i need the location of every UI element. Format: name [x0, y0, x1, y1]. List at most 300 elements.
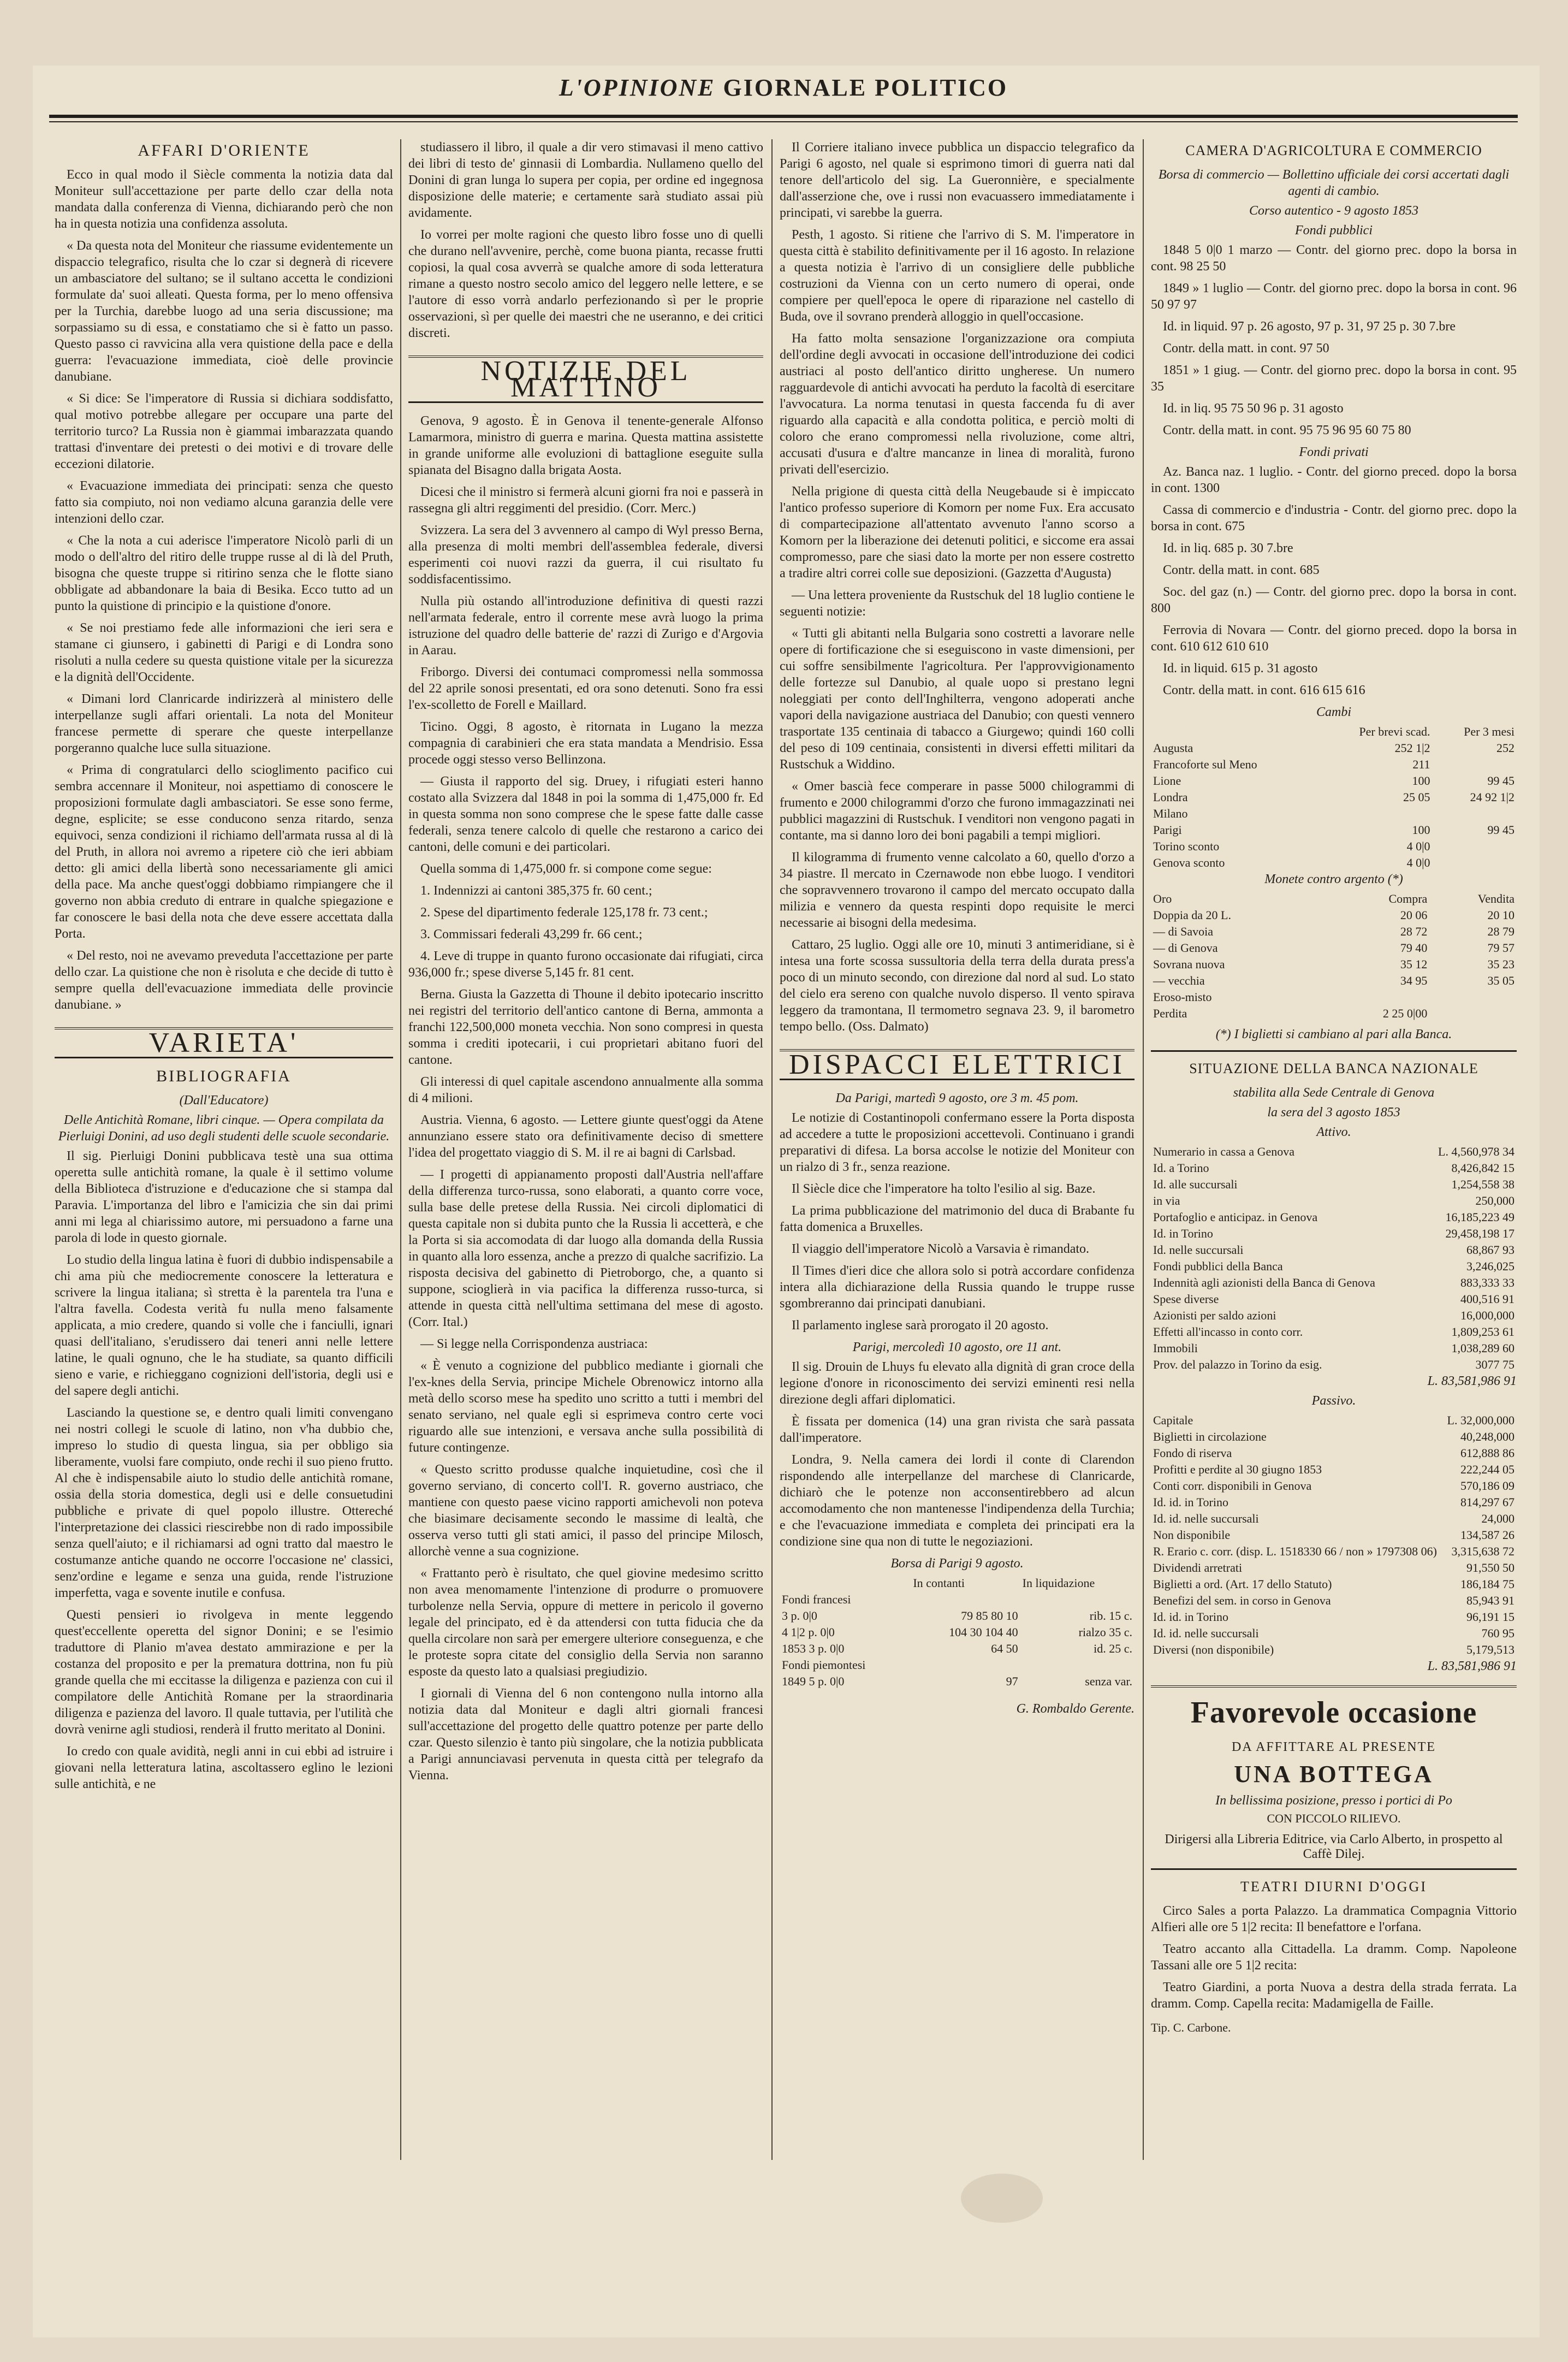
table-cell: 100	[1412, 823, 1430, 837]
table-row	[1151, 1429, 1517, 1445]
table-cell: Id. id. nelle succursali	[1153, 1512, 1259, 1525]
table-cell: 612,888 86	[1460, 1446, 1514, 1460]
table-row	[1151, 756, 1517, 773]
table-row	[1151, 1609, 1517, 1625]
table-row	[780, 1624, 1135, 1641]
table-row	[1151, 956, 1517, 973]
table-cell: 3,315,638 72	[1451, 1544, 1514, 1558]
paragraph: Id. in liquid. 615 p. 31 agosto	[1163, 661, 1318, 676]
table-row	[780, 1657, 1135, 1673]
table-cell: — vecchia	[1153, 974, 1205, 987]
fondi-pubblici-list	[1151, 242, 1517, 439]
table-cell: Londra	[1153, 790, 1188, 804]
dateline: Parigi, mercoledì 10 agosto, ore 11 ant.	[852, 1340, 1062, 1354]
cambi-table	[1151, 724, 1517, 871]
table-row	[1151, 1445, 1517, 1461]
table-cell: Conti corr. disponibili in Genova	[1153, 1479, 1312, 1493]
paragraph: Nulla più ostando all'introduzione definitiva di questi razzi nell'armata federale, entro il corrente mese avrà luogo la prima istruzione del quadro delle batterie de' razzi di Zurigo e d'Argovia in Aarau.	[408, 594, 763, 658]
dateline: Da Parigi, martedì 9 agosto, ore 3 m. 45 pom.	[835, 1091, 1079, 1105]
table-cell: L. 32,000,000	[1447, 1413, 1514, 1427]
table-cell	[911, 1657, 1020, 1673]
article-news	[780, 139, 1135, 1035]
paragraph: — Una lettera proveniente da Rustschuk del 18 luglio contiene le seguenti notizie:	[780, 588, 1135, 619]
table-row	[1151, 1593, 1517, 1609]
table-row	[1151, 1005, 1517, 1022]
paragraph: Dicesi che il ministro si fermerà alcuni giorni fra noi e passerà in rassegna gli altri reggimenti del presidio. (Corr. Merc.)	[408, 485, 763, 516]
paragraph: Contr. della matt. in cont. 685	[1163, 563, 1320, 577]
article-affari-oriente	[55, 167, 393, 1013]
table-cell: 211	[1412, 757, 1430, 771]
table-cell: 1,038,289 60	[1451, 1341, 1514, 1355]
borsa-table	[780, 1575, 1135, 1690]
ad-affittare: DA AFFITTARE AL PRESENTE	[1232, 1740, 1436, 1754]
paragraph: 2. Spese del dipartimento federale 125,178 fr. 73 cent.;	[420, 905, 708, 920]
paragraph: Az. Banca naz. 1 luglio. - Contr. del giorno preced. dopo la borsa in cont. 1300	[1151, 465, 1517, 495]
table-header: Per brevi scad.	[1359, 725, 1430, 738]
paragraph: Il parlamento inglese sarà prorogato il 20 agosto.	[792, 1318, 1049, 1333]
fondi-privati-list	[1151, 464, 1517, 698]
table-cell	[1020, 1591, 1135, 1608]
table-cell: 4 1|2 p. 0|0	[782, 1625, 835, 1639]
table-cell: Perdita	[1153, 1007, 1187, 1020]
table-cell: 1853 3 p. 0|0	[782, 1642, 845, 1655]
table-row	[1151, 1461, 1517, 1478]
paragraph: — Si legge nella Corrispondenza austriaca:	[420, 1337, 648, 1351]
table-row	[1151, 907, 1517, 924]
paragraph: Friborgo. Diversi dei contumaci compromessi nella sommossa del 22 aprile sonosi presentati, ed ora sono detenuti. Sono fra essi l'ex-scolletto de Forell e Maillard.	[408, 665, 763, 712]
table-cell: 25 05	[1403, 790, 1430, 804]
table-cell: Fondi piemontesi	[782, 1658, 866, 1672]
section-heading-bibliografia: BIBLIOGRAFIA	[156, 1067, 292, 1085]
table-cell: Id. id. in Torino	[1153, 1495, 1228, 1509]
table-cell: 99 45	[1487, 823, 1514, 837]
paragraph: Teatro Giardini, a porta Nuova a destra della strada ferrata. La dramm. Comp. Capella recita: Madamigella de Faille.	[1151, 1980, 1517, 2011]
table-row	[1151, 1144, 1517, 1160]
table-cell: R. Erario c. corr. (disp. L. 1518330 66 / non » 1797308 06)	[1153, 1544, 1437, 1558]
paragraph: Il Siècle dice che l'imperatore ha tolto l'esilio al sig. Baze.	[792, 1182, 1096, 1196]
paragraph: Le notizie di Costantinopoli confermano essere la Porta disposta ad accedere a tutte le proposizioni accettevoli. Continuano i grandi preparativi di difesa. La borsa accolse le notizie del Moniteur con un rialzo di 3 fr., senza reazione.	[780, 1111, 1135, 1174]
table-cell: 3 p. 0|0	[782, 1609, 817, 1623]
table-cell: 35 23	[1487, 957, 1514, 971]
table-cell: Genova sconto	[1153, 856, 1225, 869]
paragraph: 1849 » 1 luglio — Contr. del giorno prec. dopo la borsa in cont. 96 50 97 97	[1151, 281, 1517, 312]
table-cell: 79 40	[1400, 941, 1428, 955]
table-cell: Indennità agli azionisti della Banca di Genova	[1153, 1276, 1375, 1289]
table-cell: 4 0|0	[1406, 839, 1430, 853]
paragraph: 1. Indennizzi ai cantoni 385,375 fr. 60 cent.;	[420, 884, 652, 898]
table-cell: Azionisti per saldo azioni	[1153, 1309, 1276, 1322]
paragraph: « Frattanto però è risultato, che quel giovine medesimo scritto non avea menomamente l'intenzione di produrre o promuovere turbolenze nella Servia, oppure di mettere in pericolo il governo legale del principato, ed è da attendersi con tutta fiducia che da quella circolare non sarà per emergere ulteriore conseguenza, e che le proteste sopra citate del consiglio della Servia non saranno esposte da questo lato a qualsiasi pregiudizio.	[408, 1566, 763, 1679]
table-cell: id. 25 c.	[1094, 1642, 1132, 1655]
table-cell: 760 95	[1481, 1626, 1514, 1640]
table-cell: 252 1|2	[1394, 741, 1430, 755]
paragraph: Lasciando la questione se, e dentro quali limiti convengano nei nostri collegi le scuole di latino, non v'ha dubbio che, impreso lo studio di questa lingua, sia per obbligo sia liberamente, vuolsi fare compiuto, onde rechi il suo pieno frutto. Al che è indispensabile aiuto lo studio delle antichità romane, ossia della storia domestica, degli usi e delle consuetudini pubbliche e private di quel popolo illustre. Ottereché l'interpretazione dei classici riescirebbe non di rado impossibile senza quell'aiuto; e il richiamarsi ad ogni tratto dal maestro le costumanze antiche quando ne occorre l'occasione ne' classici, senz'ordine e legame e senza una guida, rende l'istruzione imperfetta, vaga e sovente inutile e confusa.	[55, 1406, 393, 1600]
paragraph: Pesth, 1 agosto. Si ritiene che l'arrivo di S. M. l'imperatore in questa città è stabilito definitivamente per il 16 agosto. In relazione a questa notizia è l'arrivo di un consigliere delle pubbliche costruzioni da Vienna con un certo numero di operai, onde compiere per quell'epoca le opere di riparazione nel castello di Buda, ove il sovrano prenderà alloggio in quell'occasione.	[780, 228, 1135, 324]
paragraph: È fissata per domenica (14) una gran rivista che sarà passata dall'imperatore.	[780, 1414, 1135, 1445]
paragraph: Questi pensieri io rivolgeva in mente leggendo quest'eccellente operetta del signor Donini; e se l'esimio traduttore di Planio m'avea destato ammirazione e per la costanza del proposito e per la prematura dottrina, non fu più grande quella che mi eccitasse la diligenza e pazienza con cui il compilatore delle Antichità Romane per la straordinaria diligenza e pazienza del lavoro. Il quale tuttavia, per l'utilità che dovrà venirne agli studiosi, renderà il frutto meritato al Donini.	[55, 1608, 393, 1737]
table-cell: Portafoglio e anticipaz. in Genova	[1153, 1210, 1318, 1224]
biglietti-note: (*) I biglietti si cambiano al pari alla Banca.	[1215, 1027, 1452, 1041]
table-cell: 252	[1496, 741, 1514, 755]
table-row	[1151, 1176, 1517, 1193]
paragraph: Ticino. Oggi, 8 agosto, è ritornata in Lugano la mezza compagnia di carabinieri che era stata mandata a Mendrisio. Essa procede oggi stesso verso Bellinzona.	[408, 720, 763, 767]
table-cell: 883,333 33	[1460, 1276, 1514, 1289]
table-cell: 100	[1412, 774, 1430, 788]
table-cell: 16,000,000	[1460, 1309, 1514, 1322]
table-cell: rialzo 35 c.	[1078, 1625, 1132, 1639]
table-row	[1151, 806, 1517, 822]
table-cell: Prov. del palazzo in Torino da esig.	[1153, 1358, 1322, 1371]
table-row	[780, 1641, 1135, 1657]
table-cell: 16,185,223 49	[1445, 1210, 1514, 1224]
table-row	[1151, 1494, 1517, 1511]
paragraph: « Prima di congratularci dello scioglimento pacifico cui sembra accennare il Moniteur, noi aspettiamo di conoscere le proposizioni formulate dagli ambasciatori. Se esse sono ferme, degne, esplicite; se esse conducono senza ritardo, senza equivoci, senza condizioni il richiamo dell'armata russa al di là del Pruth, in allora noi avremo a ripetere ciò che ieri abbiam detto: gli amici della libertà sono necessariamente gli amici della pace. Ma anche quest'oggi dobbiamo rimpiangere che il governo non abbia creduto di entrare in qualche spiegazione e far conoscere le basi della nota che deve essere accettata dalla Porta.	[55, 763, 393, 941]
table-header: Compra	[1388, 892, 1428, 905]
table-header: Vendita	[1477, 892, 1514, 905]
passivo-table	[1151, 1412, 1517, 1658]
paragraph: « Tutti gli abitanti nella Bulgaria sono costretti a lavorare nelle opere di fortificazione che si eseguiscono in vaste dimensioni, per cui soffre sensibilmente l'agricoltura. Per l'approvvigionamento delle fortezze sul Danubio, al quale uopo si prestano legni noleggiati per conto dell'Inghilterra, vengono adoperati anche vapori della navigazione austriaca del Danubio; con questi vennero trasportate 135 centinaia di tabacco a Giurgewo; quindi 160 colli del peso di 109 centinaia, consistenti in diversi effetti militari da Rustschuk a Widdino.	[780, 626, 1135, 772]
table-cell	[1429, 989, 1517, 1005]
passivo-heading: Passivo.	[1311, 1394, 1356, 1408]
paragraph: I giornali di Vienna del 6 non contengono nulla intorno alla notizia data dal Moniteur e dagli altri giornali francesi sull'accettazione del progetto delle quattro potenze per parte dello czar. Questo silenzio è tanto più singolare, che la notizia pubblicata a Parigi annunciavasi pervenuta in questa città per telegrafo da Vienna.	[408, 1686, 763, 1783]
table-cell	[1317, 806, 1432, 822]
table-cell: 29,458,198 17	[1445, 1227, 1514, 1240]
table-cell: Id. id. in Torino	[1153, 1610, 1228, 1624]
table-cell: — di Savoia	[1153, 925, 1213, 938]
paragraph: « Omer bascià fece comperare in passe 5000 chilogrammi di frumento e 2000 chilogrammi d'orzo che furono immagazzinati nei pubblici magazzini di Rustschuk. I venditori non vengono pagati in contante, ma si danno loro dei boni pagabili a tempi migliori.	[780, 779, 1135, 843]
paragraph: Id. in liquid. 97 p. 26 agosto, 97 p. 31, 97 25 p. 30 7.bre	[1163, 319, 1456, 334]
teatri-section	[1151, 1868, 1517, 2036]
paragraph: Id. in liq. 685 p. 30 7.bre	[1163, 541, 1293, 555]
column-divider	[1143, 139, 1144, 2160]
table-row	[1151, 1242, 1517, 1258]
table-row	[1151, 1576, 1517, 1593]
table-cell: 250,000	[1475, 1194, 1514, 1207]
table-row	[1151, 1226, 1517, 1242]
article-dispacci-1	[780, 1110, 1135, 1334]
table-row	[1151, 1478, 1517, 1494]
table-cell: Biglietti in circolazione	[1153, 1430, 1267, 1443]
article-dispacci-2	[780, 1359, 1135, 1550]
paragraph: La prima pubblicazione del matrimonio del duca di Brabante fu fatta domenica a Bruxelles.	[780, 1204, 1135, 1234]
table-cell	[1433, 806, 1517, 822]
table-cell: 400,516 91	[1460, 1292, 1514, 1306]
table-row	[1151, 1193, 1517, 1209]
table-row	[1151, 1560, 1517, 1576]
paragraph: « Questo scritto produsse qualche inquietudine, così che il governo serviano, di concerto coll'I. R. governo austriaco, che mantiene con questo paese vicino rapporti amichevoli non poteva che biasimare decisamente secondo le massime di lealtà, che osserva verso tutti gli stati amici, il passo del principe Milosch, allorchè venne a sua cognizione.	[408, 1463, 763, 1559]
table-cell: Effetti all'incasso in conto corr.	[1153, 1325, 1303, 1339]
table-cell: 68,867 93	[1466, 1243, 1514, 1257]
paragraph: Il viaggio dell'imperatore Nicolò a Varsavia è rimandato.	[792, 1242, 1090, 1256]
table-cell: 1,254,558 38	[1451, 1177, 1514, 1191]
paragraph: « Si dice: Se l'imperatore di Russia si dichiara soddisfatto, qual motivo potrebbe allegare per occupare una parte del territorio turco? La Russia non è giammai imbarazzata quando trattasi d'inventare dei pretesti o dei motivi e di trovare delle eccezioni dilatorie.	[55, 392, 393, 471]
paragraph: Lo studio della lingua latina è fuori di dubbio indispensabile a chi ama più che mediocremente conoscere la letteratura e scrivere la lingua italiana; sì stretta è la parentela tra l'una e l'altra favella. Codesta verità fu nulla meno falsamente applicata, a mio credere, quando si volle che i fanciulli, ignari quasi dell'italiano, s'erudissero dai teneri anni nelle lettere latine, le quali ognuno, che le ha studiate, sa quanto difficili sieno e varie, e richieggano cognizioni dell'istoria, degli usi e del sapere degli antichi.	[55, 1253, 393, 1398]
paragraph: Il sig. Drouin de Lhuys fu elevato alla dignità di gran croce della legione d'onore in riconoscimento dei servizi eminenti resi nella direzione degli affari diplomatici.	[780, 1360, 1135, 1407]
table-header: In liquidazione	[1022, 1576, 1095, 1590]
table-cell: 24,000	[1481, 1512, 1514, 1525]
bollettino: Borsa di commercio — Bollettino ufficiale dei corsi accertati dagli agenti di cambio.	[1158, 168, 1510, 198]
paragraph: « Se noi prestiamo fede alle informazioni che ieri sera e stamane ci giunsero, i gabinetti di Parigi e di Londra sono risoluti a nulla cedere su questa quistione vitale per la sicurezza e la dignità dell'Occidente.	[55, 621, 393, 684]
masthead-title: GIORNALE POLITICO	[723, 74, 1008, 101]
table-cell: Francoforte sul Meno	[1153, 757, 1257, 771]
table-cell: Parigi	[1153, 823, 1182, 837]
paragraph: Il kilogramma di frumento venne calcolato a 60, quello d'orzo a 34 piastre. Il mercato in Czernawode non ebbe luogo. I venditori che sopravvennero trovarono il campo del mercato occupato dalla milizia e vennero da questa respinti dopo requisite le merci necessarie ai bisogni della medesima.	[780, 850, 1135, 930]
table-cell: 1849 5 p. 0|0	[782, 1674, 845, 1688]
ad-position: In bellissima posizione, presso i portici di Po	[1215, 1793, 1452, 1808]
table-row	[1151, 1642, 1517, 1658]
paragraph: Cattaro, 25 luglio. Oggi alle ore 10, minuti 3 antimeridiane, si è intesa una forte scossa sussultoria della terra della durata press'a poco di un minuto secondo, con direzione dal nord al sud. Lo stato del cielo era sereno con qualche nuvolo disperso. Il vento spirava leggero da tramontana, Il termometro segnava 23. 9, il barometro tempo bello. (Oss. Dalmato)	[780, 938, 1135, 1034]
paragraph: Contr. della matt. in cont. 97 50	[1163, 341, 1329, 356]
table-cell: 28 79	[1487, 925, 1514, 938]
table-cell: 64 50	[991, 1642, 1018, 1655]
passivo-total: L. 83,581,986 91	[1427, 1659, 1517, 1673]
table-cell: senza var.	[1085, 1674, 1132, 1688]
table-cell: Eroso-misto	[1153, 990, 1212, 1004]
section-heading: AFFARI D'ORIENTE	[138, 141, 310, 159]
attivo-total: L. 83,581,986 91	[1427, 1374, 1517, 1388]
paragraph: « Del resto, noi ne avevamo preveduta l'accettazione per parte dello czar. La quistione che non è risoluta e che decide di tutto è sempre quella dell'evacuazione immediata delle provincie danubiane. »	[55, 949, 393, 1012]
banca-heading: SITUAZIONE DELLA BANCA NAZIONALE	[1189, 1061, 1478, 1076]
table-cell: L. 4,560,978 34	[1438, 1145, 1514, 1158]
table-cell: 222,244 05	[1460, 1463, 1514, 1476]
table-cell: Benefizi del sem. in corso in Genova	[1153, 1594, 1331, 1607]
column-2	[408, 139, 763, 2318]
masthead-rule-thin	[49, 121, 1518, 122]
paragraph: Quella somma di 1,475,000 fr. si compone come segue:	[420, 862, 712, 876]
column-1	[55, 139, 393, 2318]
table-cell: Id. alle succursali	[1153, 1177, 1238, 1191]
section-heading-notizie: NOTIZIE DEL MATTINO	[408, 356, 763, 403]
paragraph: Austria. Vienna, 6 agosto. — Lettere giunte quest'oggi da Atene annunziano essere stato ora definitivamente deciso di smettere l'idea del progettato viaggio di S. M. il re ai bagni di Carlsbad.	[408, 1113, 763, 1160]
table-cell: 2 25 0|00	[1382, 1007, 1428, 1020]
table-row	[1151, 740, 1517, 756]
paragraph: Genova, 9 agosto. È in Genova il tenente-generale Alfonso Lamarmora, ministro di guerra e marina. Questa mattina assistette in grande uniforme alle evoluzioni di battaglione eseguite sulla spianata del Bisagno dalla brigata Aosta.	[408, 414, 763, 477]
paragraph: Cassa di commercio e d'industria - Contr. del giorno prec. dopo la borsa in cont. 675	[1151, 503, 1517, 534]
column-divider	[771, 139, 773, 2160]
table-cell: Spese diverse	[1153, 1292, 1219, 1306]
ad-rilievo: CON PICCOLO RILIEVO.	[1267, 1812, 1401, 1825]
table-cell: 96,191 15	[1466, 1610, 1514, 1624]
table-cell: 79 85 80 10	[961, 1609, 1018, 1623]
paragraph: 3. Commissari federali 43,299 fr. 66 cent.;	[420, 927, 643, 942]
chamber-heading: CAMERA D'AGRICOLTURA E COMMERCIO	[1185, 143, 1482, 158]
paragraph: Il Corriere italiano invece pubblica un dispaccio telegrafico da Parigi 6 agosto, nel quale si esprimono timori di guerra nati dal tenore dell'articolo del sig. La Gueronnière, e specialmente dall'asserzione che, ove i russi non evacuassero immediatamente i principati, vi sarebbe la guerra.	[780, 140, 1135, 220]
table-row	[780, 1673, 1135, 1690]
section-heading-dispacci: DISPACCI ELETTRICI	[780, 1049, 1135, 1080]
paragraph: Ecco in qual modo il Siècle commenta la notizia data dal Moniteur sull'accettazione per parte dello czar della nota mandata dalla conferenza di Vienna, dichiarando però che non ha in questa notizia una confidenza assoluta.	[55, 168, 393, 231]
table-cell	[1433, 756, 1517, 773]
table-row	[1151, 838, 1517, 855]
borsa-title: Borsa di Parigi 9 agosto.	[890, 1556, 1024, 1571]
fondi-pubblici-heading: Fondi pubblici	[1295, 223, 1373, 238]
table-row	[1151, 1511, 1517, 1527]
column-4	[1151, 139, 1517, 2318]
paragraph: Soc. del gaz (n.) — Contr. del giorno prec. dopo la borsa in cont. 800	[1151, 585, 1517, 615]
table-cell: 1,809,253 61	[1451, 1325, 1514, 1339]
paragraph: Contr. della matt. in cont. 616 615 616	[1163, 683, 1365, 697]
table-cell: 134,587 26	[1460, 1528, 1514, 1542]
table-row	[780, 1608, 1135, 1624]
table-row	[1151, 1291, 1517, 1307]
table-row	[1151, 1625, 1517, 1642]
masthead-rule	[49, 115, 1518, 118]
table-cell: Torino sconto	[1153, 839, 1220, 853]
paragraph: Nella prigione di questa città della Neugebaude si è impiccato l'antico professo superiore di Komorn per nome Fux. Era accusato di compartecipazione all'attentato avvenuto l'anno scorso a Komorn per la liberazione dei detenuti politici, e siccome era assai compromesso, pare che siasi dato la morte per non essere costretto a tradire altri correi colle sue deposizioni. (Gazzetta d'Augusta)	[780, 484, 1135, 581]
table-cell: Lione	[1153, 774, 1181, 788]
table-cell: Biglietti a ord. (Art. 17 dello Statuto)	[1153, 1577, 1332, 1591]
ad-bottega: UNA BOTTEGA	[1234, 1761, 1434, 1787]
table-cell: 79 57	[1487, 941, 1514, 955]
table-cell: rib. 15 c.	[1089, 1609, 1132, 1623]
table-row	[1151, 1258, 1517, 1275]
paragraph: studiassero il libro, il quale a dir vero stimavasi il meno cattivo dei libri di testo de' ginnasii di Lombardia. Nullameno quello del Donini di gran lunga lo supera per copia, per ordine ed ingegnosa disposizione delle materie; e certamente sarà studiato assai più avidamente.	[408, 140, 763, 220]
table-cell: Sovrana nuova	[1153, 957, 1225, 971]
paragraph: Id. in liq. 95 75 50 96 p. 31 agosto	[1163, 401, 1344, 416]
table-row	[1151, 940, 1517, 956]
table-cell: in via	[1153, 1194, 1180, 1207]
table-cell	[1429, 1005, 1517, 1022]
monete-heading: Monete contro argento (*)	[1264, 872, 1403, 886]
article-bibliografia	[55, 1148, 393, 1792]
ad-title: Favorevole occasione	[1190, 1696, 1477, 1730]
table-cell: 35 05	[1487, 974, 1514, 987]
table-row	[1151, 1307, 1517, 1324]
monete-table	[1151, 891, 1517, 1022]
fondi-privati-heading: Fondi privati	[1299, 445, 1369, 459]
table-header-row	[1151, 724, 1517, 740]
table-cell: 3077 75	[1475, 1358, 1514, 1371]
table-cell	[1020, 1657, 1135, 1673]
section-heading-varieta: VARIETA'	[55, 1027, 393, 1058]
table-row	[1151, 1340, 1517, 1357]
table-cell: Non disponibile	[1153, 1528, 1231, 1542]
table-row	[1151, 789, 1517, 806]
table-row	[780, 1591, 1135, 1608]
table-row	[1151, 1357, 1517, 1373]
table-row	[1151, 855, 1517, 871]
table-header: Oro	[1153, 892, 1172, 905]
paragraph: Svizzera. La sera del 3 avvennero al campo di Wyl presso Berna, alla presenza di molti membri dell'assemblea federale, diversi esperimenti coi nuovi razzi da guerra, il cui risultato fu soddisfacentissimo.	[408, 523, 763, 587]
article-continuation	[408, 139, 763, 341]
table-header	[1151, 724, 1317, 740]
paragraph: « Da questa nota del Moniteur che riassume evidentemente un dispaccio telegrafico, risulta che lo czar si degnerà di ricevere un ambasciatore del sultano; se il sultano accetta le condizioni formulate da' suoi alleati. Questa forma, per lo meno offensiva per la Turchia, darebbe luogo ad una seria discussione; ma sorpassiamo su di essa, e constatiamo che si è fatto un passo. Questo passo ci ravvicina alla vera quistione della pace e della guerra: l'evacuazione immediata, cioè delle provincie danubiane.	[55, 239, 393, 384]
table-cell: 814,297 67	[1460, 1495, 1514, 1509]
paragraph: 1848 5 0|0 1 marzo — Contr. del giorno prec. dopo la borsa in cont. 98 25 50	[1151, 243, 1517, 274]
table-cell: 104 30 104 40	[949, 1625, 1018, 1639]
table-cell: 97	[1006, 1674, 1018, 1688]
table-cell: Immobili	[1153, 1341, 1198, 1355]
table-cell: 4 0|0	[1406, 856, 1430, 869]
table-cell: Doppia da 20 L.	[1153, 908, 1231, 922]
table-cell: Id. nelle succursali	[1153, 1243, 1244, 1257]
table-cell: 85,943 91	[1466, 1594, 1514, 1607]
gerente: G. Rombaldo Gerente.	[1016, 1702, 1135, 1716]
paragraph: 4. Leve di truppe in quanto furono occasionate dai rifugiati, circa 936,000 fr.; spese diverse 5,145 fr. 81 cent.	[408, 949, 763, 980]
paragraph: Io credo con quale avidità, negli anni in cui ebbi ad istruire i giovani nella letteratura latina, ascoltassero eglino le lezioni sulle antichità, e ne	[55, 1744, 393, 1791]
cambi-heading: Cambi	[1316, 705, 1351, 719]
table-cell: Fondi pubblici della Banca	[1153, 1259, 1283, 1273]
paragraph: Io vorrei per molte ragioni che questo libro fosse uno di quelli che durano nell'avvenire, perchè, come buona pianta, recasse frutti copiosi, la qual cosa avverrà se qualche amore di soda letteratura rimane a questo nostro secolo amico del leggero nelle lettere, e se l'autore di esso vorrà andarlo perfezionando sì per le proprie osservazioni, sì per quelle dei maestri che ne useranno, e dei critici discreti.	[408, 228, 763, 340]
ad-dirigersi: Dirigersi alla Libreria Editrice, via Carlo Alberto, in prospetto al Caffè Dilej.	[1165, 1832, 1503, 1861]
paragraph: Ferrovia di Novara — Contr. del giorno preced. dopo la borsa in cont. 610 612 610 610	[1151, 623, 1517, 654]
table-cell: 34 95	[1400, 974, 1428, 987]
paragraph: Londra, 9. Nella camera dei lordi il conte di Clarendon rispondendo alle interpellanze del marchese di Clanricarde, dichiarò che le potenze non acconsentirebbero ad alcun accomodamento che non mantenesse l'indipendenza della Turchia; e che l'evacuazione immediata e completa dei principati era la condizione sine qua non di tutte le negoziazioni.	[780, 1453, 1135, 1549]
paragraph: Il Times d'ieri dice che allora solo si potrà accordare confidenza intera alla dichiarazione della Russia quando le truppe russe sgombreranno dai principati danubiani.	[780, 1264, 1135, 1311]
table-cell: 24 92 1|2	[1470, 790, 1514, 804]
paragraph: Contr. della matt. in cont. 95 75 96 95 60 75 80	[1163, 423, 1411, 437]
table-header: Per 3 mesi	[1464, 725, 1514, 738]
paragraph: Il sig. Pierluigi Donini pubblicava testè una sua ottima operetta sulle antichità romane, la quale è il settimo volume della Biblioteca d'istruzione e d'educazione che si stampa dal Paravia. L'importanza del libro e l'amicizia che sin dai primi anni mi lega al chiarissimo autore, mi persuadono a farne una parola di lode in questo giornale.	[55, 1149, 393, 1245]
tipografia: Tip. C. Carbone.	[1151, 2021, 1231, 2034]
table-cell: 99 45	[1487, 774, 1514, 788]
table-cell: 186,184 75	[1460, 1577, 1514, 1591]
table-row	[1151, 1160, 1517, 1176]
paragraph: Ha fatto molta sensazione l'organizzazione ora compiuta dell'ordine degli avvocati in occasione dell'introduzione dei codici austriaci al posto dell'antico diritto ungherese. Un numero ragguardevole di antichi avvocati ha perduto la facoltà di esercitare l'avvocatura. La norma tenutasi in questa faccenda fu di aver riguardo alla capacità e alla condotta politica, e perciò molti di coloro che erano compromessi nella rivoluzione, come altri, accusati d'usura e d'altre mancanze in linea di moralità, furono privati dell'esercizio.	[780, 331, 1135, 477]
advertisement	[1151, 1685, 1517, 1862]
table-header-row	[1151, 891, 1517, 907]
table-header: In contanti	[913, 1576, 965, 1590]
table-cell: 20 06	[1400, 908, 1428, 922]
table-header-row	[780, 1575, 1135, 1591]
table-cell: Numerario in cassa a Genova	[1153, 1145, 1295, 1158]
teatri-list	[1151, 1903, 1517, 2012]
attivo-table	[1151, 1144, 1517, 1373]
table-cell	[1433, 838, 1517, 855]
table-cell: Fondi francesi	[782, 1593, 851, 1606]
article-notizie	[408, 413, 763, 1784]
banca-section	[1151, 1050, 1517, 1674]
table-cell: Milano	[1153, 807, 1188, 820]
table-cell: 91,550 50	[1466, 1561, 1514, 1574]
table-cell: Id. in Torino	[1153, 1227, 1213, 1240]
table-row	[1151, 1209, 1517, 1226]
table-cell	[1326, 989, 1430, 1005]
table-row	[1151, 1275, 1517, 1291]
table-cell: 570,186 09	[1460, 1479, 1514, 1493]
attivo-heading: Attivo.	[1316, 1125, 1351, 1139]
table-row	[1151, 924, 1517, 940]
table-row	[1151, 1324, 1517, 1340]
table-row	[1151, 822, 1517, 838]
table-cell: Capitale	[1153, 1413, 1193, 1427]
paragraph: « Evacuazione immediata dei principati: senza che questo fatto sia compiuto, noi non vediamo alcuna garanzia delle vere intenzioni dello czar.	[55, 479, 393, 526]
table-cell: Profitti e perdite al 30 giugno 1853	[1153, 1463, 1322, 1476]
table-cell: Id. id. nelle succursali	[1153, 1626, 1259, 1640]
table-cell: Id. a Torino	[1153, 1161, 1209, 1175]
table-cell: Dividendi arretrati	[1153, 1561, 1243, 1574]
paragraph: Berna. Giusta la Gazzetta di Thoune il debito ipotecario inscritto nei registri del territorio dell'antico cantone di Berna, ammonta a franchi 122,500,000 moneta vecchia. Non sono compresi in questa somma i crediti ipotecarii, i cui proprietari abitano fuori del cantone.	[408, 987, 763, 1067]
paragraph: Teatro accanto alla Cittadella. La dramm. Comp. Napoleone Tassani alle ore 5 1|2 recita:	[1151, 1942, 1517, 1973]
table-cell	[1433, 855, 1517, 871]
table-cell: — di Genova	[1153, 941, 1218, 955]
table-row	[1151, 1412, 1517, 1429]
teatri-heading: TEATRI DIURNI D'OGGI	[1240, 1879, 1427, 1895]
table-cell: 5,179,513	[1466, 1643, 1514, 1656]
table-row	[1151, 1527, 1517, 1543]
table-row	[1151, 989, 1517, 1005]
corso: Corso autentico - 9 agosto 1853	[1249, 204, 1418, 218]
paragraph: 1851 » 1 giug. — Contr. del giorno prec. dopo la borsa in cont. 95 35	[1151, 363, 1517, 394]
masthead-title-italic: L'OPINIONE	[559, 74, 716, 101]
table-cell: Fondo di riserva	[1153, 1446, 1232, 1460]
masthead	[49, 74, 1518, 106]
paragraph: Gli interessi di quel capitale ascendono annualmente alla somma di 4 milioni.	[408, 1075, 763, 1105]
table-cell: 8,426,842 15	[1451, 1161, 1514, 1175]
banca-sub: stabilita alla Sede Centrale di Genova	[1233, 1086, 1435, 1100]
table-cell: 20 10	[1487, 908, 1514, 922]
paragraph: — I progetti di appianamento proposti dall'Austria nell'affare della differenza turco-russa, sono elaborati, a quanto corre voce, sulla base delle pretese della Russia. Nei circoli diplomatici di questa capitale non si dubita punto che la Russia li accetterà, e che la Porta si sia accomodata di dar luogo alla domanda della Russia in quanto alla loro essenza, anche a prezzo di qualche sacrifizio. La risposta decisiva del gabinetto di Pietroborgo, che, a quanto si suppone, scioglierà in via pacifica la differenza russo-turca, si attende in questa città nell'ultima settimana del mese di agosto. (Corr. Ital.)	[408, 1168, 763, 1329]
paragraph: « Che la nota a cui aderisce l'imperatore Nicolò parli di un modo o dell'altro del ritiro delle truppe russe al di là del Pruth, bisogna che queste truppe si ritirino senza che le flotte siano obbligate ad abbandonare la baia di Besika. Ecco tutto ad un punto la quistione di principio e la quistione d'onore.	[55, 534, 393, 613]
